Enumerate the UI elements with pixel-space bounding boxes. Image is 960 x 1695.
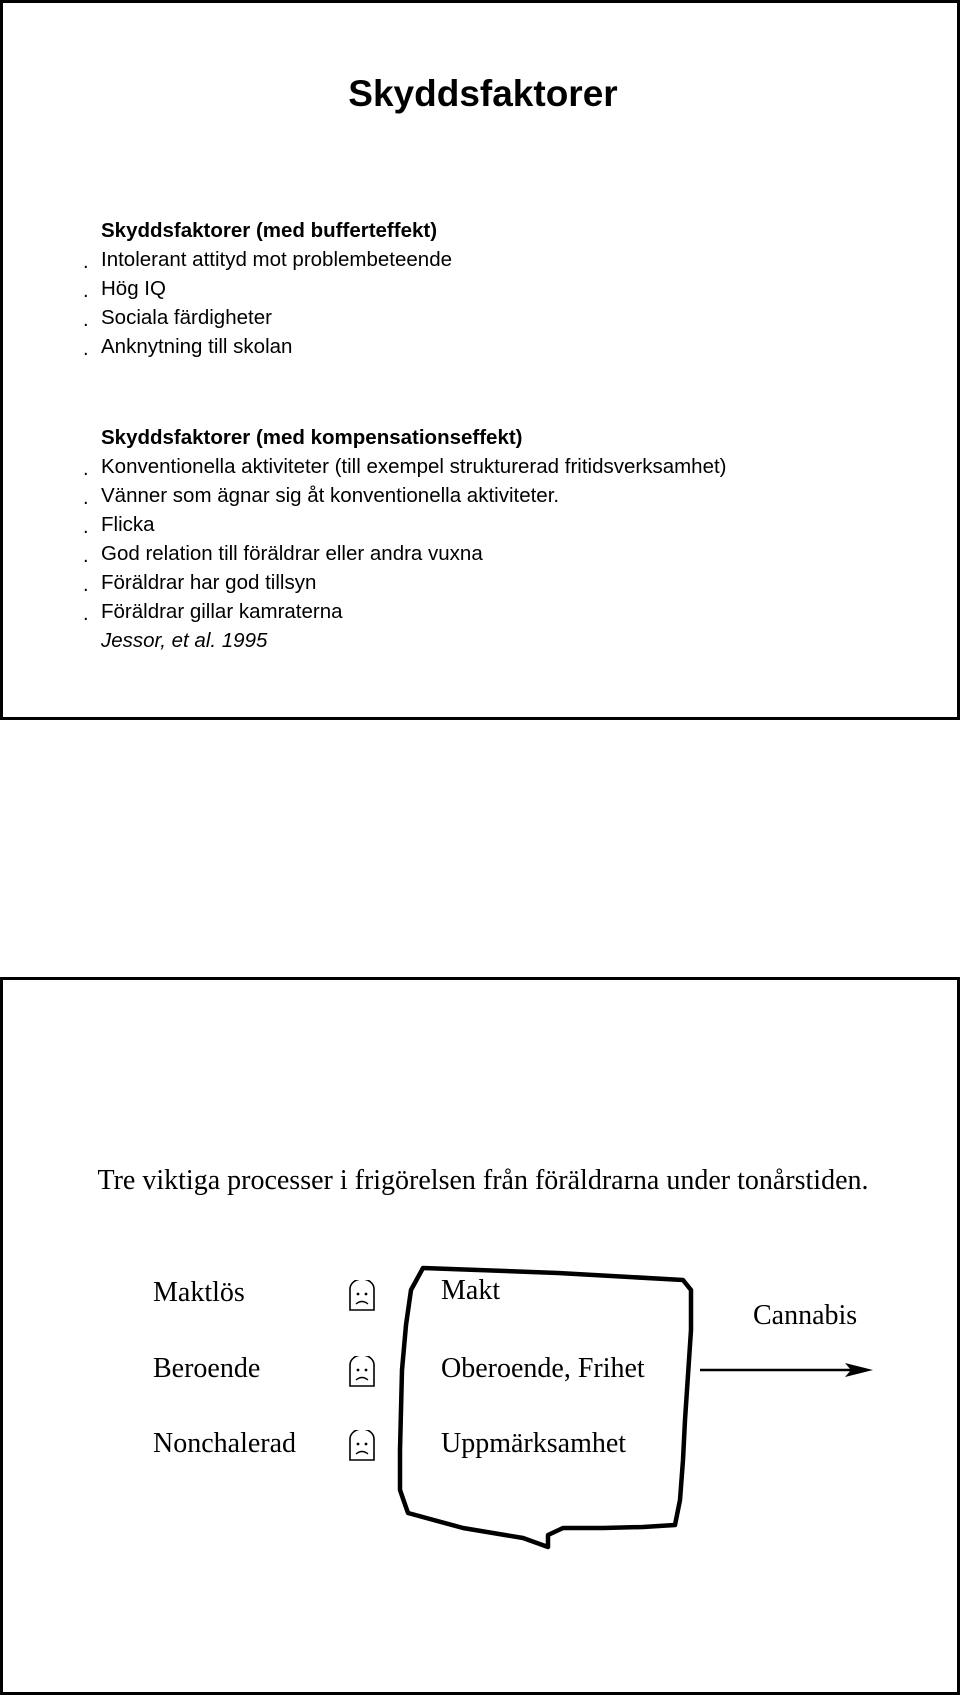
list-item: . God relation till föräldrar eller andra vuxna xyxy=(85,539,727,568)
bullet-icon: . xyxy=(83,574,89,596)
list-item: . Anknytning till skolan xyxy=(85,332,452,361)
bullet-icon: . xyxy=(83,280,89,302)
citation: Jessor, et al. 1995 xyxy=(101,629,268,652)
list-item: . Flicka xyxy=(85,510,727,539)
bullet-icon: . xyxy=(83,338,89,360)
left-label-neglected: Nonchalerad xyxy=(153,1428,297,1459)
list-item: . Föräldrar har god tillsyn xyxy=(85,568,727,597)
left-label-powerless: Maktlös xyxy=(153,1277,245,1308)
right-label-independence: Oberoende, Frihet xyxy=(441,1353,645,1384)
bullet-icon: . xyxy=(83,545,89,567)
sad-face-icon xyxy=(348,1430,376,1462)
list-item: . Vänner som ägnar sig åt konventionella aktiviteter. xyxy=(85,481,727,510)
bullet-icon: . xyxy=(83,309,89,331)
enclosure-outline xyxy=(400,1268,691,1547)
list-item: . Konventionella aktiviteter (till exempel strukturerad fritidsverksamhet) xyxy=(85,452,727,481)
bullet-icon: . xyxy=(83,251,89,273)
list-item: . Intolerant attityd mot problembeteende xyxy=(85,245,452,274)
slide-title: Skyddsfaktorer xyxy=(348,73,618,114)
list-heading: Skyddsfaktorer (med bufferteffekt) xyxy=(101,219,438,242)
compensation-effect-list xyxy=(85,423,727,655)
bullet-icon: . xyxy=(83,458,89,480)
sad-face-icon xyxy=(348,1356,376,1388)
bullet-icon: . xyxy=(83,603,89,625)
process-diagram xyxy=(3,980,957,1692)
sad-face-icon xyxy=(348,1280,376,1312)
bullet-icon: . xyxy=(83,487,89,509)
list-heading: Skyddsfaktorer (med kompensationseffekt) xyxy=(101,426,523,449)
slide-three-processes xyxy=(0,977,960,1695)
bullet-icon: . xyxy=(83,516,89,538)
list-item: . Föräldrar gillar kamraterna xyxy=(85,597,727,626)
slide-title: Tre viktiga processer i frigörelsen från föräldrarna under tonårstiden. xyxy=(97,1165,869,1196)
slide-protective-factors xyxy=(0,0,960,720)
outcome-label: Cannabis xyxy=(753,1300,858,1331)
buffer-effect-list xyxy=(85,216,452,361)
right-label-attention: Uppmärksamhet xyxy=(441,1428,627,1459)
right-label-power: Makt xyxy=(441,1275,501,1306)
list-item: . Hög IQ xyxy=(85,274,452,303)
left-label-dependent: Beroende xyxy=(153,1353,261,1384)
list-item: . Sociala färdigheter xyxy=(85,303,452,332)
